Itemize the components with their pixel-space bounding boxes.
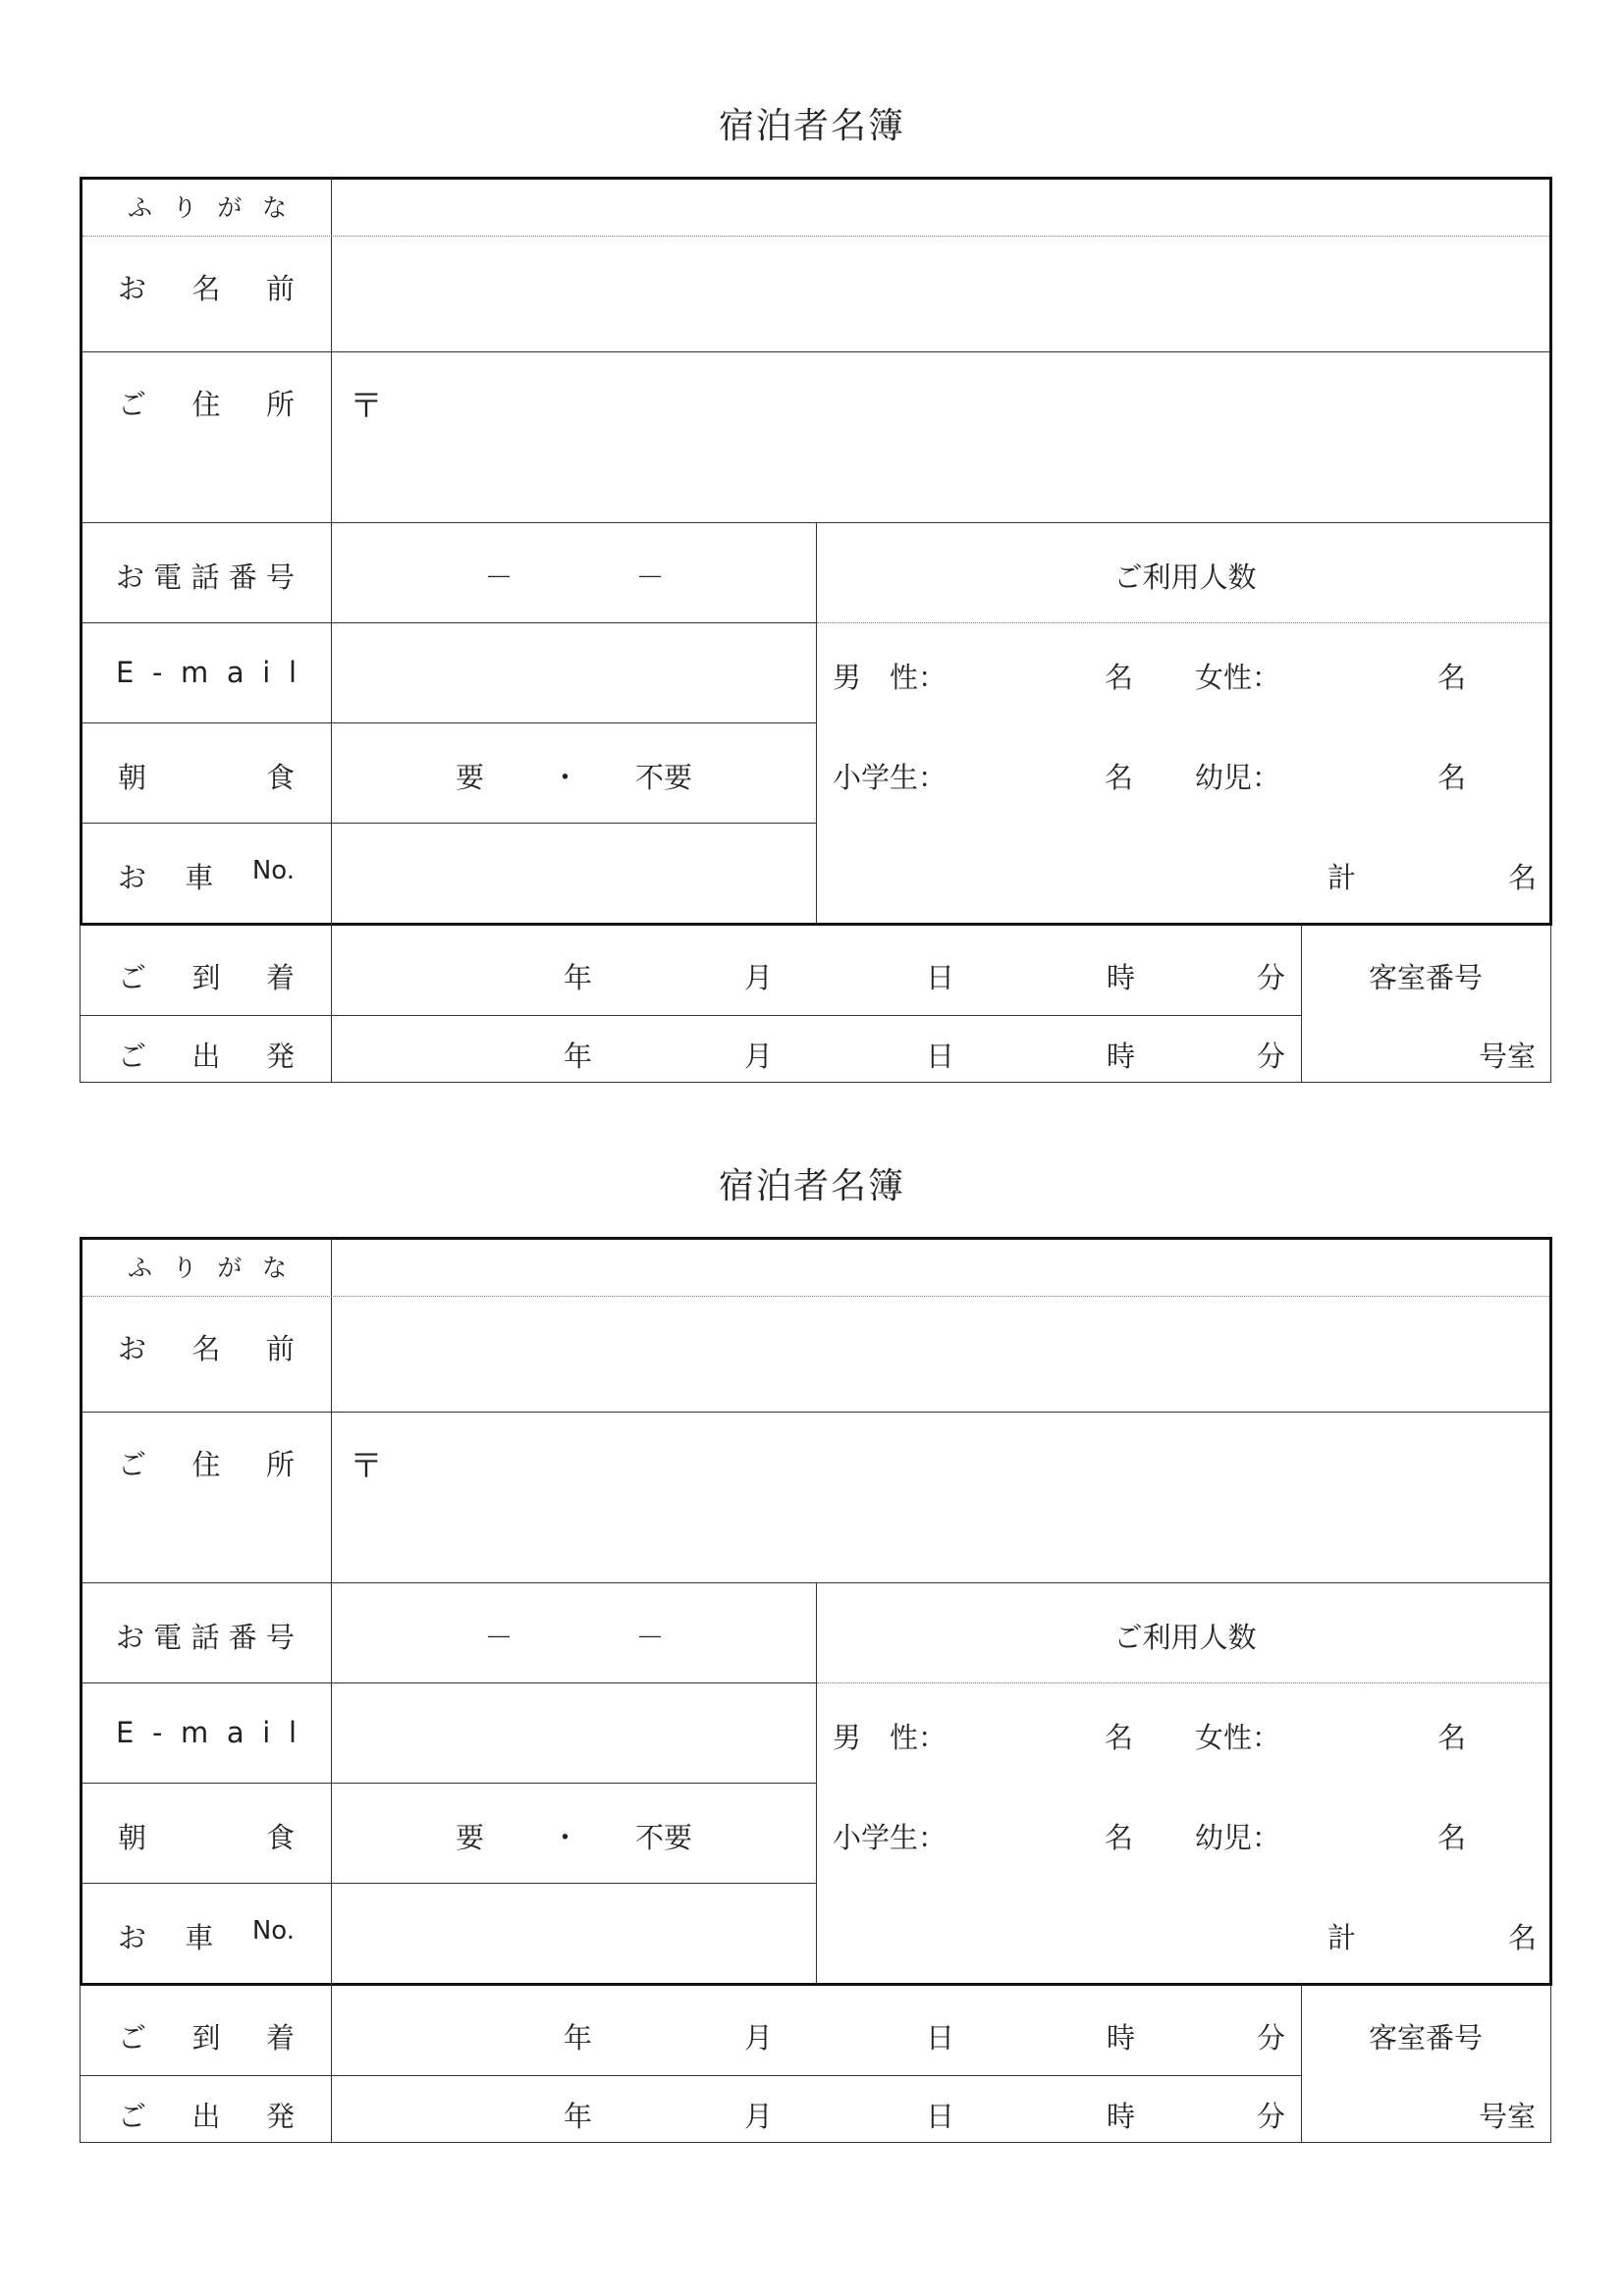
label-divider [331,1239,332,2142]
arrival-minute: 分 [1257,961,1286,994]
total-unit: 名 [1508,1921,1538,1954]
middle-divider [816,1582,817,1984]
room-number-label: 客室番号 [1368,961,1484,994]
form-title: 宿泊者名簿 [718,106,905,146]
departure-year: 年 [564,2100,593,2133]
usage-count-heading: ご利用人数 [1113,561,1257,594]
breakfast-no-option: 不要 [635,1821,693,1854]
arrival-divider [80,1015,1301,1016]
furigana-divider [82,236,1549,237]
arrival-minute: 分 [1257,2021,1286,2055]
middle-divider [816,522,817,924]
usage-count-heading: ご利用人数 [1113,1621,1257,1654]
infant-unit: 名 [1437,761,1467,794]
room-number-label: 客室番号 [1368,2021,1484,2055]
phone-dash: － [635,561,665,594]
bottom-border [80,1082,1551,1083]
elementary-label: 小学生： [833,1821,947,1854]
arrival-label: ご 到 着 [118,2021,295,2055]
arrival-label: ご 到 着 [118,961,295,994]
departure-minute: 分 [1257,1040,1286,1073]
row-divider [82,622,817,623]
address-label: ご 住 所 [118,388,295,421]
arrival-year: 年 [564,961,593,994]
phone-label: お 電 話 番 号 [116,561,295,594]
arrival-day: 日 [926,2021,955,2055]
address-label: ご 住 所 [118,1448,295,1481]
breakfast-separator: ・ [551,1821,580,1854]
departure-label: ご 出 発 [118,2100,295,2133]
outer-top-border [80,177,1552,180]
male-label: 男 性： [833,661,947,694]
female-unit: 名 [1437,1721,1467,1754]
total-unit: 名 [1508,861,1538,894]
male-unit: 名 [1105,661,1134,694]
breakfast-label: 朝 食 [118,761,295,794]
name-label: お 名 前 [118,1332,295,1365]
postal-mark: 〒 [350,387,383,426]
total-label: 計 [1327,861,1357,894]
form-title: 宿泊者名簿 [718,1166,905,1206]
outer-right-border [1549,1237,1552,1986]
phone-label: お 電 話 番 号 [116,1621,295,1654]
departure-year: 年 [564,1040,593,1073]
row-divider [82,1783,817,1784]
departure-day: 日 [926,1040,955,1073]
row-divider [82,1412,1549,1413]
arrival-hour: 時 [1107,2021,1136,2055]
row-divider [82,1682,817,1683]
row-divider [82,351,1549,352]
departure-month: 月 [744,1040,774,1073]
departure-label: ご 出 発 [118,1040,295,1073]
furigana-divider [82,1296,1549,1297]
bottom-right-border [1550,1985,1551,2142]
usage-divider [817,1682,1549,1683]
car-number-label: お 車 No. [118,1916,295,1954]
departure-day: 日 [926,2100,955,2133]
name-label: お 名 前 [118,272,295,305]
bottom-right-border [1550,925,1551,1082]
male-unit: 名 [1105,1721,1134,1754]
phone-dash: － [635,1621,665,1654]
female-label: 女性： [1195,661,1281,694]
arrival-divider [80,2075,1301,2076]
usage-divider [817,622,1549,623]
room-suffix: 号室 [1479,1040,1537,1073]
outer-right-border [1549,177,1552,926]
departure-minute: 分 [1257,2100,1286,2133]
elementary-unit: 名 [1105,1821,1134,1854]
label-divider [331,179,332,1082]
furigana-label: ふ り が な [128,193,287,222]
furigana-label: ふ り が な [128,1254,287,1282]
arrival-hour: 時 [1107,961,1136,994]
departure-hour: 時 [1107,2100,1136,2133]
arrival-year: 年 [564,2021,593,2055]
breakfast-label: 朝 食 [118,1821,295,1854]
female-label: 女性： [1195,1721,1281,1754]
breakfast-need-option: 要 [456,1821,485,1854]
male-label: 男 性： [833,1721,947,1754]
bottom-border [80,2142,1551,2143]
email-label: E - m a i l [116,1716,297,1749]
phone-dash: － [484,561,514,594]
female-unit: 名 [1437,661,1467,694]
elementary-unit: 名 [1105,761,1134,794]
breakfast-separator: ・ [551,761,580,794]
elementary-label: 小学生： [833,761,947,794]
arrival-day: 日 [926,961,955,994]
arrival-month: 月 [744,2021,774,2055]
breakfast-need-option: 要 [456,761,485,794]
email-label: E - m a i l [116,656,297,689]
room-suffix: 号室 [1479,2100,1537,2133]
breakfast-no-option: 不要 [635,761,693,794]
postal-mark: 〒 [350,1447,383,1486]
infant-label: 幼児： [1195,1821,1281,1854]
infant-label: 幼児： [1195,761,1281,794]
total-label: 計 [1327,1921,1357,1954]
arrival-month: 月 [744,961,774,994]
outer-top-border [80,1237,1552,1240]
room-divider [1301,925,1302,1082]
row-divider [82,722,817,723]
row-divider [82,1883,817,1884]
car-number-label: お 車 No. [118,856,295,894]
row-divider [82,823,817,824]
phone-dash: － [484,1621,514,1654]
departure-hour: 時 [1107,1040,1136,1073]
infant-unit: 名 [1437,1821,1467,1854]
departure-month: 月 [744,2100,774,2133]
room-divider [1301,1985,1302,2142]
